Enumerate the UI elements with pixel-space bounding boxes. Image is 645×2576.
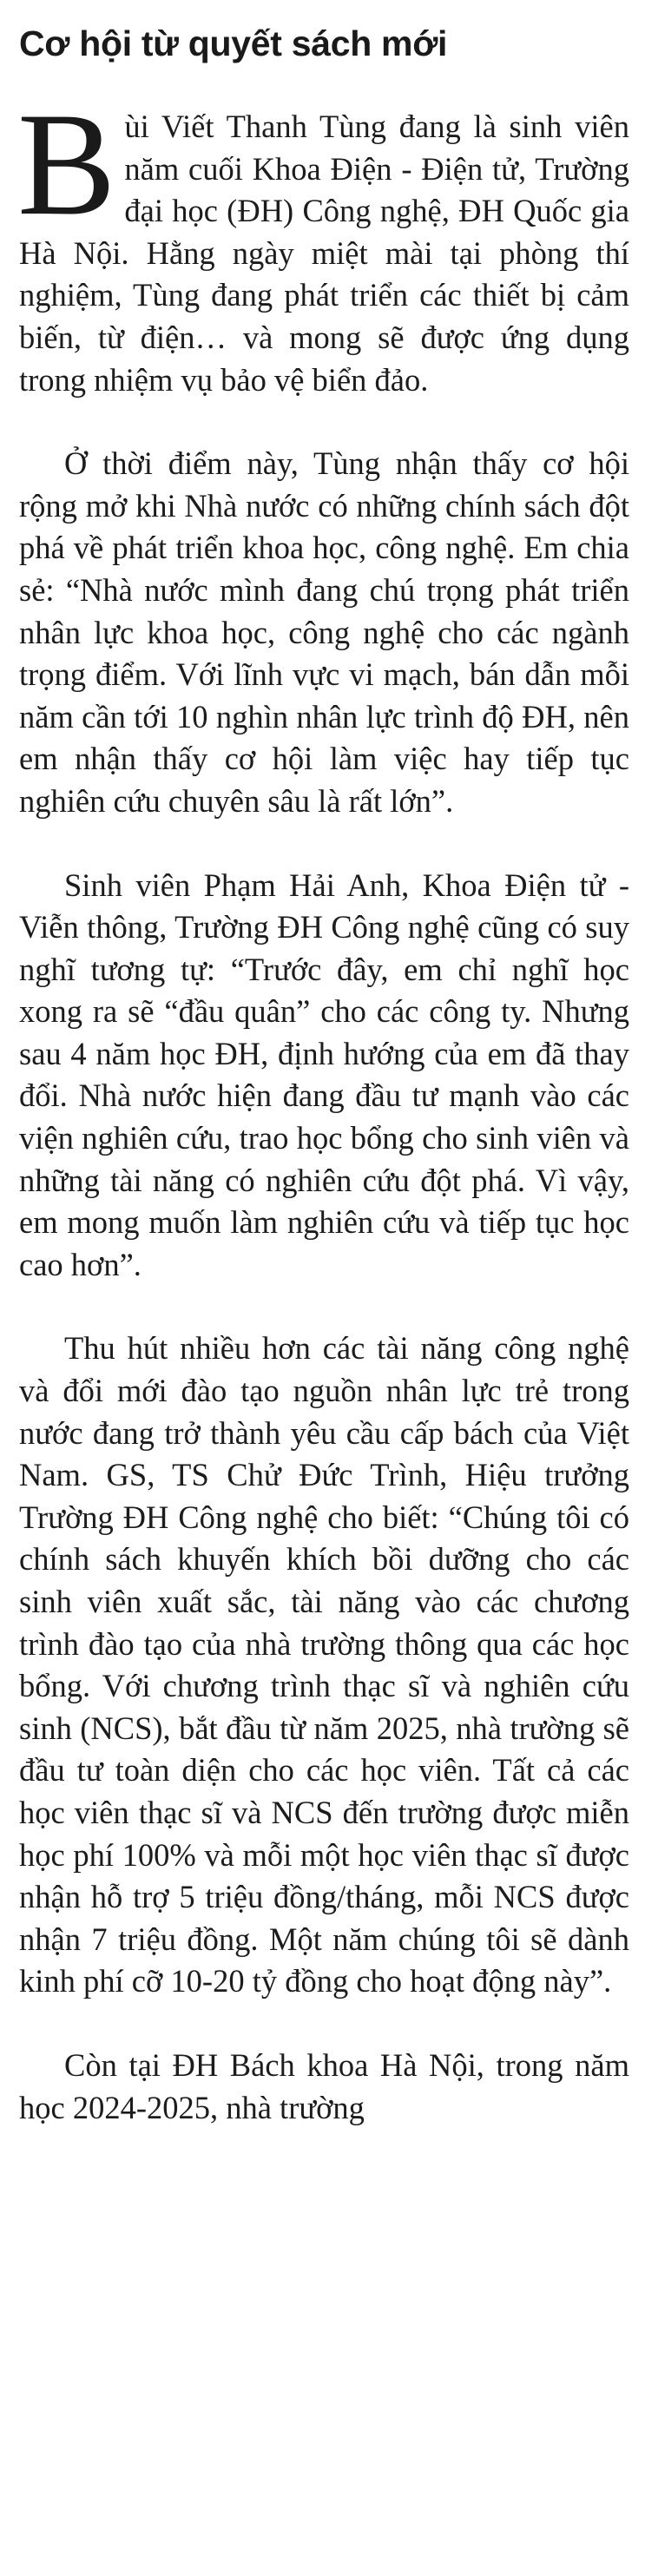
article-title: Cơ hội từ quyết sách mới [19,23,448,63]
article-paragraph-2: Ở thời điểm này, Tùng nhận thấy cơ hội rộng mở khi Nhà nước có những chính sách đột phá về phát triển khoa học, công nghệ. Em chia sẻ: “Nhà nước mình đang chú trọng phát triển nhân lực khoa học, công nghệ cho các ngành trọng điểm. Với lĩnh vực vi mạch, bán dẫn mỗi năm cần tới 10 nghìn nhân lực trình độ ĐH, nên em nhận thấy cơ hội làm việc hay tiếp tục nghiên cứu chuyên sâu là rất lớn”. [19,445,629,819]
paragraph-1-text: ùi Viết Thanh Tùng đang là sinh viên năm cuối Khoa Điện - Điện tử, Trường đại học (ĐH) Công nghệ, ĐH Quốc gia Hà Nội. Hằng ngày miệt mài tại phòng thí nghiệm, Tùng đang phát triển các thiết bị cảm biến, từ điện… và mong sẽ được ứng dụng trong nhiệm vụ bảo vệ biển đảo. [19,109,629,398]
article-paragraph-3: Sinh viên Phạm Hải Anh, Khoa Điện tử - Viễn thông, Trường ĐH Công nghệ cũng có suy nghĩ tương tự: “Trước đây, em chỉ nghĩ học xong ra sẽ “đầu quân” cho các công ty. Nhưng sau 4 năm học ĐH, định hướng của em đã thay đổi. Nhà nước hiện đang đầu tư mạnh vào các viện nghiên cứu, trao học bổng cho sinh viên và những tài năng có nghiên cứu đột phá. Vì vậy, em mong muốn làm nghiên cứu và tiếp tục học cao hơn”. [19,866,629,1282]
article-paragraph-1 [17,82,629,401]
drop-cap: B [17,82,116,246]
article-paragraph-5: Còn tại ĐH Bách khoa Hà Nội, trong năm học 2024-2025, nhà trường [19,2046,629,2125]
article-paragraph-4: Thu hút nhiều hơn các tài năng công nghệ và đổi mới đào tạo nguồn nhân lực trẻ trong nước đang trở thành yêu cầu cấp bách của Việt Nam. GS, TS Chử Đức Trình, Hiệu trưởng Trường ĐH Công nghệ cho biết: “Chúng tôi có chính sách khuyến khích bồi dưỡng cho các sinh viên xuất sắc, tài năng vào các chương trình đào tạo của nhà trường thông qua các học bổng. Với chương trình thạc sĩ và nghiên cứu sinh (NCS), bắt đầu từ năm 2025, nhà trường sẽ đầu tư toàn diện cho các học viên. Tất cả các học viên thạc sĩ và NCS đến trường được miễn học phí 100% và mỗi một học viên thạc sĩ được nhận hỗ trợ 5 triệu đồng/tháng, mỗi NCS được nhận 7 triệu đồng. Một năm chúng tôi sẽ dành kinh phí cỡ 10-20 tỷ đồng cho hoạt động này”. [19,1330,629,2000]
